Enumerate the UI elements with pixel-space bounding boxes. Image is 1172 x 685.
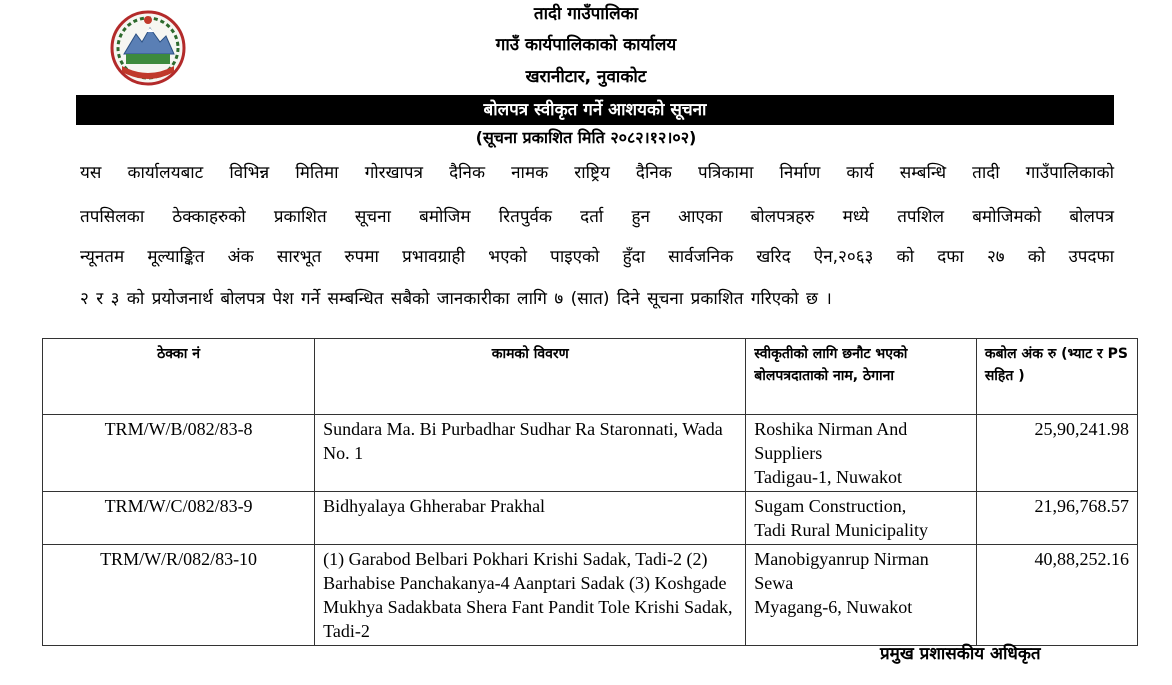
bidder-cell	[746, 415, 977, 492]
header-description: कामको विवरण	[315, 339, 746, 415]
bidder-address: Tadigau-1, Nuwakot	[754, 467, 902, 487]
notice-line-4: २ र ३ को प्रयोजनार्थ बोलपत्र पेश गर्ने सम्बन्धित सबैको जानकारीका लागि ७ (सात) दिने सूचना प्रकाशित गरिएको छ ।	[80, 289, 832, 309]
amount-cell: 21,96,768.57	[976, 492, 1137, 545]
table-row	[43, 545, 1138, 646]
contract-no-cell: TRM/W/B/082/83-8	[43, 415, 315, 492]
contract-no-cell: TRM/W/C/082/83-9	[43, 492, 315, 545]
notice-line-1: यस कार्यालयबाट विभिन्न मितिमा गोरखापत्र दैनिक नामक राष्ट्रिय दैनिक पत्रिकामा निर्माण कार्य सम्बन्धि तादी गाउँपालिकाको	[80, 163, 1114, 183]
amount-cell: 40,88,252.16	[976, 545, 1137, 646]
table-header-row	[43, 339, 1138, 415]
contracts-table	[42, 338, 1138, 646]
bidder-cell	[746, 545, 977, 646]
office-name: तादी गाउँपालिका	[533, 4, 639, 24]
header-amount: कबोल अंक रु (भ्याट र PS सहित )	[976, 339, 1137, 415]
header-contract-no: ठेक्का नं	[43, 339, 315, 415]
notice-line-3: न्यूनतम मूल्याङ्कित अंक सारभूत रुपमा प्रभावग्राही भएको पाइएको हुँदा सार्वजनिक खरिद ऐन,२०६३ को दफा २७ को उपदफा	[80, 247, 1114, 267]
bidder-name: Roshika Nirman And Suppliers	[754, 419, 908, 463]
amount-cell: 25,90,241.98	[976, 415, 1137, 492]
description-cell: Bidhyalaya Ghherabar Prakhal	[315, 492, 746, 545]
bidder-name: Manobigyanrup Nirman Sewa	[754, 549, 929, 593]
notice-title: बोलपत्र स्वीकृत गर्ने आशयको सूचना	[76, 95, 1114, 125]
published-date: (सूचना प्रकाशित मिति २०८२।१२।०२)	[475, 128, 697, 147]
contract-no-cell: TRM/W/R/082/83-10	[43, 545, 315, 646]
bidder-cell	[746, 492, 977, 545]
office-subtitle: गाउँ कार्यपालिकाको कार्यालय	[495, 35, 677, 55]
notice-line-2: तपसिलका ठेक्काहरुको प्रकाशित सूचना बमोजिम रितपुर्वक दर्ता हुन आएका बोलपत्रहरु मध्ये तपशिल बमोजिमको बोलपत्र	[80, 207, 1114, 227]
header-bidder: स्वीकृतीको लागि छनौट भएको बोलपत्रदाताको नाम, ठेगाना	[746, 339, 977, 415]
bidder-name: Sugam Construction,	[754, 496, 907, 516]
signatory-title: प्रमुख प्रशासकीय अधिकृत	[880, 644, 1041, 664]
office-address: खरानीटार, नुवाकोट	[525, 67, 647, 87]
bidder-address: Tadi Rural Municipality	[754, 520, 929, 540]
table-row	[43, 415, 1138, 492]
description-cell: (1) Garabod Belbari Pokhari Krishi Sadak, Tadi-2 (2) Barhabise Panchakanya-4 Aanptari Sadak (3) Koshgade Mukhya Sadakbata Shera Fant Pandit Tole Krishi Sadak, Tadi-2	[315, 545, 746, 646]
bidder-address: Myagang-6, Nuwakot	[754, 597, 913, 617]
table-row	[43, 492, 1138, 545]
description-cell: Sundara Ma. Bi Purbadhar Sudhar Ra Staronnati, Wada No. 1	[315, 415, 746, 492]
